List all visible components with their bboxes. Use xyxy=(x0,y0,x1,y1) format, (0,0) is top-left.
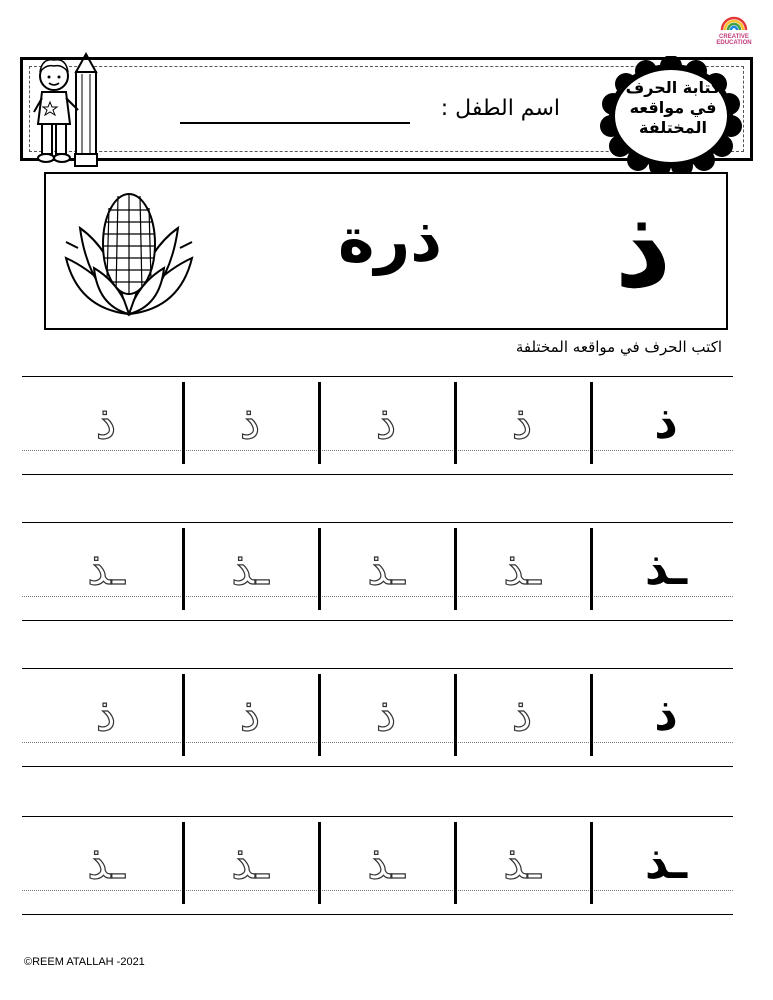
copyright-text: ©REEM ATALLAH -2021 xyxy=(24,956,145,968)
trace-letter[interactable]: ذ xyxy=(375,395,397,449)
trace-letter[interactable]: ذ xyxy=(375,687,397,741)
model-letter: ذ xyxy=(654,395,678,449)
trace-letter[interactable]: ذ xyxy=(239,687,261,741)
trace-letter[interactable]: ـذ xyxy=(231,541,269,595)
logo-text: CREATIVE EDUCATION xyxy=(716,34,752,46)
child-name-label: اسم الطفل : xyxy=(440,96,560,121)
practice-row-3 xyxy=(22,668,733,778)
trace-letter[interactable]: ـذ xyxy=(87,835,125,889)
badge-line-1: كتابة الحرف xyxy=(625,78,721,97)
child-name-line[interactable] xyxy=(180,122,410,124)
badge-line-2: في مواقعه xyxy=(629,98,717,117)
corn-icon xyxy=(58,188,200,320)
practice-row-1 xyxy=(22,376,733,486)
trace-letter[interactable]: ـذ xyxy=(367,541,405,595)
trace-letter[interactable]: ذ xyxy=(95,395,117,449)
model-letter: ذ xyxy=(654,687,678,741)
boy-with-pencil-illustration xyxy=(20,50,110,170)
trace-letter[interactable]: ذ xyxy=(511,687,533,741)
model-letter: ـذ xyxy=(644,541,688,595)
trace-letter[interactable]: ـذ xyxy=(503,835,541,889)
rainbow-icon xyxy=(720,12,748,32)
practice-row-4 xyxy=(22,816,733,926)
trace-letter[interactable]: ذ xyxy=(511,395,533,449)
big-letter: ذ xyxy=(614,184,672,312)
badge-line-3: المختلفة xyxy=(638,118,708,137)
trace-letter[interactable]: ذ xyxy=(95,687,117,741)
trace-letter[interactable]: ـذ xyxy=(87,541,125,595)
trace-letter[interactable]: ـذ xyxy=(231,835,269,889)
trace-letter[interactable]: ـذ xyxy=(367,835,405,889)
model-letter: ـذ xyxy=(644,835,688,889)
example-word: ذرة xyxy=(337,203,443,276)
practice-row-2 xyxy=(22,522,733,632)
title-badge xyxy=(596,56,746,174)
trace-letter[interactable]: ذ xyxy=(239,395,261,449)
instruction-text: اكتب الحرف في مواقعه المختلفة xyxy=(515,338,722,356)
badge-text xyxy=(618,78,728,138)
child-name-field[interactable] xyxy=(180,96,560,136)
brand-logo xyxy=(712,12,756,46)
trace-letter[interactable]: ـذ xyxy=(503,541,541,595)
